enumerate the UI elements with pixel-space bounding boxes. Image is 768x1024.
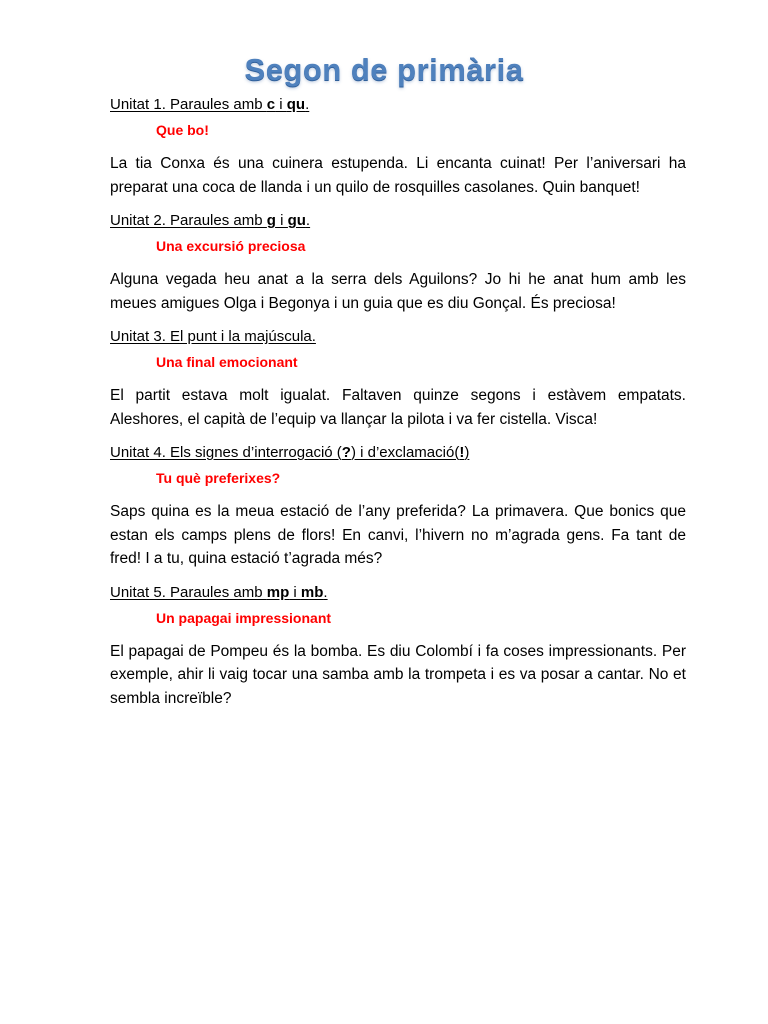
unit-section (110, 95, 686, 199)
unit-heading-text: ) i d’exclamació( (350, 444, 460, 461)
unit-heading-text: Unitat 1. Paraules amb (110, 96, 267, 113)
unit-heading-bold: ! (459, 444, 465, 461)
unit-heading-bold: qu (286, 96, 306, 113)
unit-heading-text: i (289, 583, 301, 601)
unit-heading-text: . (305, 212, 311, 229)
unit-heading-bold: g (266, 212, 276, 229)
unit-heading (110, 95, 686, 115)
story-title: Tu què preferixes? (156, 470, 281, 486)
document-body (110, 95, 686, 722)
unit-heading-bold: mp (266, 583, 290, 601)
unit-heading-text: i (275, 96, 287, 113)
unit-section (110, 327, 686, 431)
unit-heading (110, 583, 686, 603)
story-paragraph: El papagai de Pompeu és la bomba. Es diu Colombí i fa coses impressionants. Per exemple, ahir li vaig tocar una samba amb la trompeta i es va posar a cantar. No et sembla increïble? (110, 642, 686, 707)
unit-heading (110, 211, 686, 231)
story-paragraph: El partit estava molt igualat. Faltaven quinze segons i estàvem empatats. Aleshores, el capità de l’equip va llançar la pilota i va fer cistella. Visca! (110, 387, 686, 428)
unit-heading-bold: c (266, 96, 276, 113)
unit-section (110, 583, 686, 711)
story-title: Una final emocionant (156, 354, 298, 370)
story-paragraph: Saps quina es la meua estació de l’any preferida? La primavera. Que bonics que estan els camps plens de flors! En canvi, l’hivern no m’agrada gens. Fa tant de fred! I a tu, quina estació t’agrada més? (110, 503, 686, 567)
story-title: Un papagai impressionant (156, 609, 332, 626)
unit-heading-text: i (275, 212, 288, 229)
unit-heading-bold: mb (300, 583, 324, 601)
unit-heading-text: Unitat 5. Paraules amb (110, 583, 267, 601)
unit-heading-text: Unitat 2. Paraules amb (110, 212, 267, 229)
unit-heading-text: . (323, 583, 328, 601)
unit-heading-text: Unitat 3. El punt i la majúscula. (110, 328, 316, 345)
unit-heading (110, 327, 686, 347)
story-title: Una excursió preciosa (156, 238, 306, 254)
unit-section (110, 211, 686, 315)
story-paragraph: La tia Conxa és una cuinera estupenda. Li encanta cuinat! Per l’aniversari ha preparat una coca de llanda i un quilo de rosquilles casolanes. Quin banquet! (110, 155, 686, 196)
story-paragraph: Alguna vegada heu anat a la serra dels Aguilons? Jo hi he anat hum amb les meues amigues Olga i Begonya i un guia que es diu Gonçal. És preciosa! (110, 271, 686, 312)
unit-heading-text: . (305, 96, 310, 113)
page-title: Segon de primària (244, 52, 524, 87)
unit-heading-text: Unitat 4. Els signes d’interrogació ( (110, 444, 342, 461)
unit-heading-bold: gu (287, 212, 306, 229)
story-title: Que bo! (156, 122, 209, 138)
unit-heading-bold: ? (341, 444, 351, 461)
unit-section (110, 443, 686, 571)
unit-heading-text: ) (464, 444, 470, 461)
unit-heading (110, 443, 686, 463)
